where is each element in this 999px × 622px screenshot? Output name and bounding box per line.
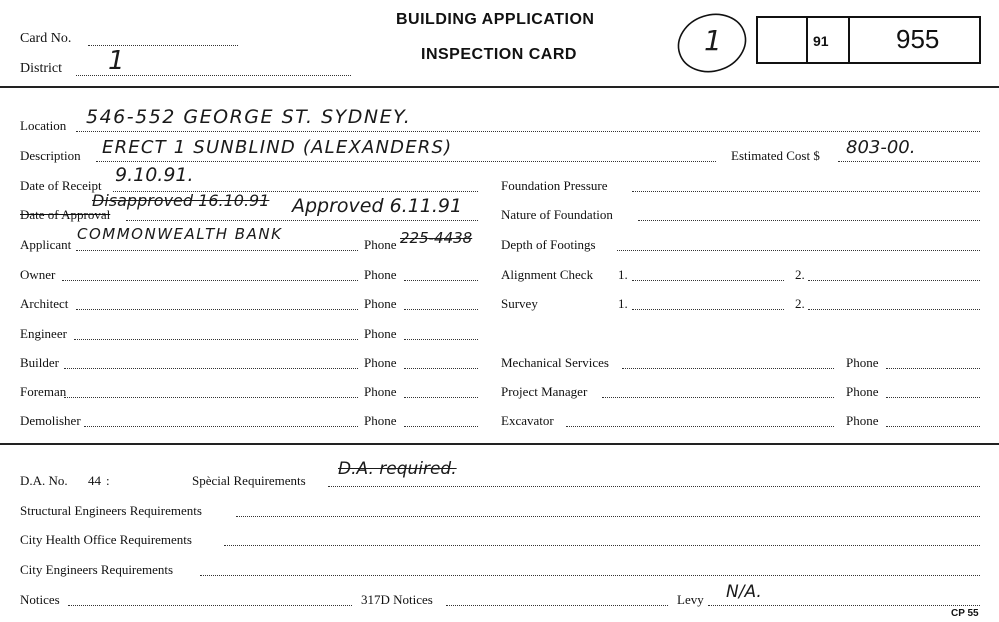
- architect-phone-line: [404, 309, 478, 310]
- demolisher-phone-line: [404, 426, 478, 427]
- excavator-line: [566, 426, 834, 427]
- applicant-value: COMMONWEALTH BANK: [77, 225, 283, 243]
- alignment-check-label: Alignment Check: [501, 267, 594, 282]
- survey-line-1: [632, 309, 784, 310]
- estimated-cost-value: 803-00.: [846, 137, 916, 158]
- date-receipt-label: Date of Receipt: [20, 178, 102, 193]
- levy-value: N/A.: [726, 582, 762, 602]
- title-line-2: INSPECTION CARD: [421, 46, 577, 63]
- foreman-phone-label: Phone: [364, 384, 397, 399]
- date-approval-line: [126, 220, 478, 221]
- location-label: Location: [20, 118, 67, 133]
- survey-num-1: 1.: [618, 296, 628, 311]
- project-manager-label: Project Manager: [501, 384, 588, 399]
- excavator-label: Excavator: [501, 413, 554, 428]
- description-value: ERECT 1 SUNBLIND (ALEXANDERS): [102, 137, 453, 158]
- owner-line: [62, 280, 358, 281]
- mechanical-phone-label: Phone: [846, 355, 879, 370]
- mechanical-services-line: [622, 368, 834, 369]
- da-no-colon: :: [106, 473, 110, 488]
- project-manager-phone-line: [886, 397, 980, 398]
- health-label: City Health Office Requirements: [20, 532, 192, 547]
- architect-label: Architect: [20, 296, 69, 311]
- foundation-pressure-label: Foundation Pressure: [501, 178, 608, 193]
- mechanical-phone-line: [886, 368, 980, 369]
- builder-line: [64, 368, 358, 369]
- demolisher-label: Demolisher: [20, 413, 81, 428]
- location-value: 546-552 GEORGE ST. SYDNEY.: [86, 106, 412, 128]
- builder-phone-label: Phone: [364, 355, 397, 370]
- district-label: District: [20, 61, 62, 76]
- excavator-phone-label: Phone: [846, 413, 879, 428]
- header-divider: [0, 86, 999, 88]
- location-line: [76, 131, 980, 132]
- survey-line-2: [808, 309, 980, 310]
- mechanical-services-label: Mechanical Services: [501, 355, 609, 370]
- nature-foundation-line: [638, 220, 980, 221]
- builder-label: Builder: [20, 355, 59, 370]
- owner-label: Owner: [20, 267, 56, 282]
- owner-phone-line: [404, 280, 478, 281]
- project-manager-line: [602, 397, 834, 398]
- da-no-label: D.A. No.: [20, 473, 68, 488]
- survey-label: Survey: [501, 296, 538, 311]
- applicant-phone-value: 225-4438: [400, 229, 473, 247]
- applicant-label: Applicant: [20, 237, 72, 252]
- description-line: [96, 161, 716, 162]
- notices-label: Notices: [20, 592, 60, 607]
- city-engineers-line: [200, 575, 980, 576]
- foreman-phone-line: [404, 397, 478, 398]
- architect-phone-label: Phone: [364, 296, 397, 311]
- district-value: 1: [108, 46, 125, 76]
- alignment-line-2: [808, 280, 980, 281]
- foreman-line: [64, 397, 358, 398]
- year-box-value: 91: [813, 33, 829, 49]
- middle-divider: [0, 443, 999, 445]
- date-approval-disapproved: Disapproved 16.10.91: [92, 191, 270, 210]
- number-box-value: 955: [896, 24, 940, 54]
- engineer-phone-label: Phone: [364, 326, 397, 341]
- depth-footings-label: Depth of Footings: [501, 237, 596, 252]
- demolisher-phone-label: Phone: [364, 413, 397, 428]
- title-line-1: BUILDING APPLICATION: [396, 11, 595, 28]
- notices-317d-label: 317D Notices: [361, 592, 433, 607]
- date-approval-value: Approved 6.11.91: [292, 195, 463, 217]
- levy-label: Levy: [677, 592, 704, 607]
- foreman-label: Foreman: [20, 384, 67, 399]
- demolisher-line: [84, 426, 358, 427]
- foundation-pressure-line: [632, 191, 980, 192]
- excavator-phone-line: [886, 426, 980, 427]
- project-manager-phone-label: Phone: [846, 384, 879, 399]
- applicant-phone-label: Phone: [364, 237, 397, 252]
- date-receipt-value: 9.10.91.: [115, 164, 194, 186]
- form-code: CP 55: [951, 608, 979, 619]
- description-label: Description: [20, 148, 81, 163]
- alignment-num-1: 1.: [618, 267, 628, 282]
- notices-line: [68, 605, 352, 606]
- notices-317d-line: [446, 605, 668, 606]
- health-line: [224, 545, 980, 546]
- levy-line: [708, 605, 980, 606]
- applicant-line: [76, 250, 358, 251]
- builder-phone-line: [404, 368, 478, 369]
- header-box-empty: [756, 16, 808, 64]
- city-engineers-label: City Engineers Requirements: [20, 562, 174, 577]
- structural-label: Structural Engineers Requirements: [20, 503, 202, 518]
- special-req-value: D.A. required.: [338, 459, 457, 479]
- da-no-value: 44: [88, 473, 101, 488]
- engineer-phone-line: [404, 339, 478, 340]
- engineer-line: [74, 339, 358, 340]
- nature-foundation-label: Nature of Foundation: [501, 207, 613, 222]
- engineer-label: Engineer: [20, 326, 67, 341]
- structural-line: [236, 516, 980, 517]
- estimated-cost-line: [838, 161, 980, 162]
- card-no-label: Card No.: [20, 31, 72, 46]
- survey-num-2: 2.: [795, 296, 805, 311]
- alignment-line-1: [632, 280, 784, 281]
- estimated-cost-label: Estimated Cost $: [731, 148, 820, 163]
- alignment-num-2: 2.: [795, 267, 805, 282]
- special-req-label: Spècial Requirements: [192, 473, 306, 488]
- circled-number: 1: [704, 24, 722, 57]
- special-req-line: [328, 486, 980, 487]
- architect-line: [76, 309, 358, 310]
- owner-phone-label: Phone: [364, 267, 397, 282]
- date-approval-label: Date of Approval: [20, 207, 111, 222]
- depth-footings-line: [617, 250, 980, 251]
